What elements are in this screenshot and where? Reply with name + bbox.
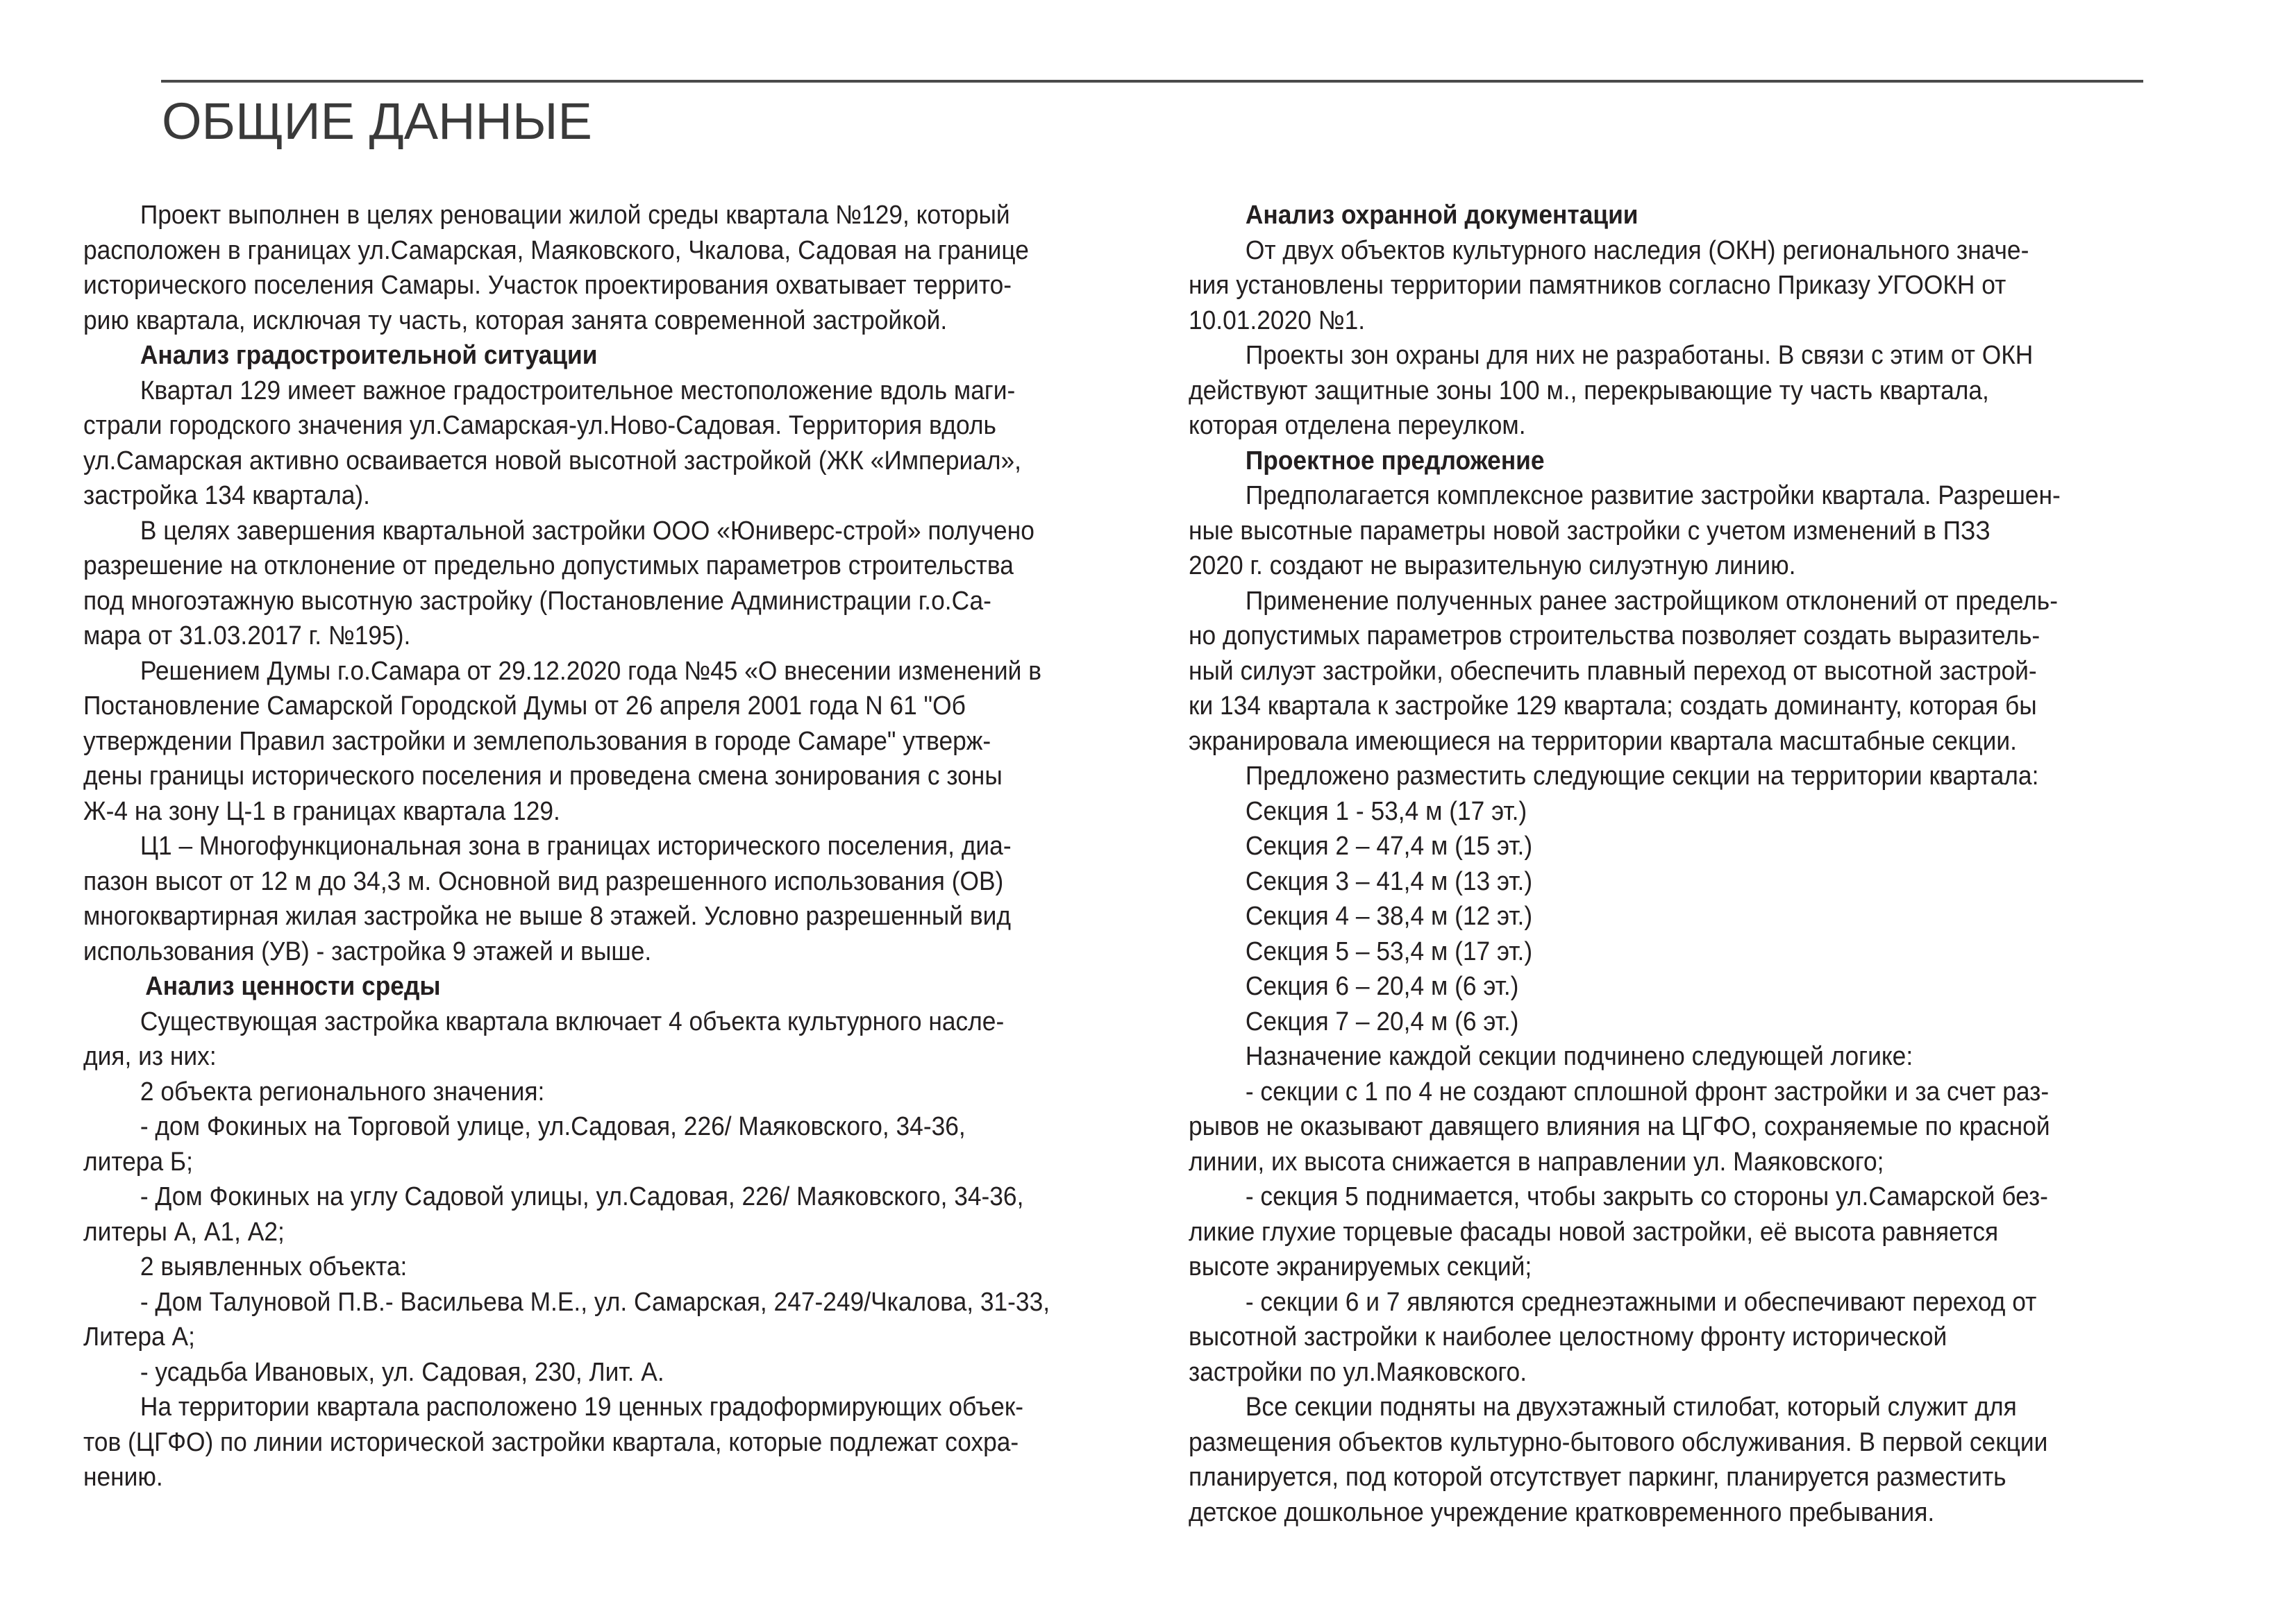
list-item: - Дом Талуновой П.В.- Васильева М.Е., ул. Самарская, 247-249/Чкалова, 31-33, Литера А; [83, 1287, 1050, 1352]
list-item: - усадьба Ивановых, ул. Садовая, 230, Лит. А. [140, 1357, 664, 1387]
list-item: - Дом Фокиных на углу Садовой улицы, ул.Садовая, 226/ Маяковского, 34-36, литеры А, А1, А2; [83, 1182, 1024, 1247]
sections-list [1189, 794, 2261, 1040]
paragraph: В целях завершения квартальной застройки ООО «Юниверс-строй» получено разрешение на отклонение от предельно допустимых параметров строительства под многоэтажную высотную застройку (Постановление Администрации г.о.Са- мара от 31.03.2017 г. №195). [83, 516, 1034, 650]
section-item: Секция 6 – 20,4 м (6 эт.) [1245, 972, 1519, 1001]
paragraph: Назначение каждой секции подчинено следующей логике: [1245, 1042, 1913, 1071]
paragraph: Ц1 – Многофункциональная зона в границах исторического поселения, диа- пазон высот от 12 м до 34,3 м. Основной вид разрешенного использования (ОВ) многоквартирная жилая застройка не выше 8 этажей. Условно разрешенный вид использования (УВ) - застройка 9 этажей и выше. [83, 832, 1012, 966]
section-item: Секция 7 – 20,4 м (6 эт.) [1245, 1007, 1519, 1036]
intro-paragraph: Проект выполнен в целях реновации жилой среды квартала №129, который расположен в границах ул.Самарская, Маяковского, Чкалова, Садовая на границе исторического поселения Самары. Участок проектирования охватывает террито- рию квартала, исключая ту часть, которая занята современной застройкой. [83, 201, 1029, 335]
paragraph: Существующая застройка квартала включает 4 объекта культурного насле- дия, из них: [83, 1007, 1005, 1071]
section-item: Секция 5 – 53,4 м (17 эт.) [1245, 936, 1533, 966]
paragraph: Решением Думы г.о.Самара от 29.12.2020 года №45 «О внесении изменений в Постановление Самарской Городской Думы от 26 апреля 2001 года N 61 "Об утверждении Правил застройки и землепользования в городе Самаре" утверж- дены границы исторического поселения и проведена смена зонирования с зоны Ж-4 на зону Ц-1 в границах квартала 129. [83, 656, 1041, 826]
section-heading-environment-value: Анализ ценности среды [145, 972, 441, 1001]
list-item: - секции с 1 по 4 не создают сплошной фронт застройки и за счет раз- рывов не оказывают давящего влияния на ЦГФО, сохраняемые по красной линии, их высота снижается в направлении ул. Маяковского; [1189, 1077, 2050, 1177]
paragraph: Проекты зон охраны для них не разработаны. В связи с этим от ОКН действуют защитные зоны 100 м., перекрывающие ту часть квартала, которая отделена переулком. [1189, 341, 2034, 440]
paragraph: Применение полученных ранее застройщиком отклонений от предель- но допустимых параметров строительства позволяет создать выразитель- ный силуэт застройки, обеспечить плавный переход от высотной застрой- ки 134 квартала к застройке 129 квартала; создать доминанту, которая бы экранировала имеющиеся на территории квартала масштабные секции. [1189, 586, 2058, 756]
section-heading-project-proposal: Проектное предложение [1245, 446, 1545, 476]
list-item: - секция 5 поднимается, чтобы закрыть со стороны ул.Самарской без- ликие глухие торцевые фасады новой застройки, её высота равняется высоте экранируемых секций; [1189, 1182, 2048, 1281]
paragraph: На территории квартала расположено 19 ценных градоформирующих объек- тов (ЦГФО) по линии исторической застройки квартала, которые подлежат сохра- нению. [83, 1393, 1024, 1492]
header-rule [161, 80, 2143, 83]
list-item: - секции 6 и 7 являются среднеэтажными и обеспечивают переход от высотной застройки к наиболее целостному фронту исторической застройки по ул.Маяковского. [1189, 1287, 2037, 1387]
right-column [1189, 198, 2261, 1530]
section-item: Секция 2 – 47,4 м (15 эт.) [1245, 832, 1533, 861]
left-column [83, 198, 1142, 1495]
section-heading-urban-analysis: Анализ градостроительной ситуации [140, 341, 598, 370]
paragraph: 2 объекта регионального значения: [140, 1077, 545, 1107]
list-item: - дом Фокиных на Торговой улице, ул.Садовая, 226/ Маяковского, 34-36, литера Б; [83, 1112, 966, 1177]
paragraph: Предложено разместить следующие секции на территории квартала: [1245, 762, 2039, 791]
page-title: ОБЩИЕ ДАННЫЕ [162, 92, 592, 150]
section-item: Секция 3 – 41,4 м (13 эт.) [1245, 866, 1533, 896]
paragraph: Предполагается комплексное развитие застройки квартала. Разрешен- ные высотные параметры новой застройки с учетом изменений в ПЗЗ 2020 г. создают не выразительную силуэтную линию. [1189, 481, 2061, 580]
paragraph: Все секции подняты на двухэтажный стилобат, который служит для размещения объектов культурно-бытового обслуживания. В первой секции планируется, под которой отсутствует паркинг, планируется разместить детское дошкольное учреждение кратковременного пребывания. [1189, 1393, 2048, 1527]
paragraph: От двух объектов культурного наследия (ОКН) регионального значе- ния установлены территории памятников согласно Приказу УГООКН от 10.01.2020 №1. [1189, 235, 2029, 335]
paragraph: 2 выявленных объекта: [140, 1252, 408, 1281]
section-item: Секция 1 - 53,4 м (17 эт.) [1245, 796, 1527, 826]
paragraph: Квартал 129 имеет важное градостроительное местоположение вдоль маги- страли городского значения ул.Самарская-ул.Ново-Садовая. Территория вдоль ул.Самарская активно осваивается новой высотной застройкой (ЖК «Империал», застройка 134 квартала). [83, 376, 1021, 510]
section-item: Секция 4 – 38,4 м (12 эт.) [1245, 902, 1533, 931]
section-heading-protection-docs: Анализ охранной документации [1245, 201, 1639, 230]
